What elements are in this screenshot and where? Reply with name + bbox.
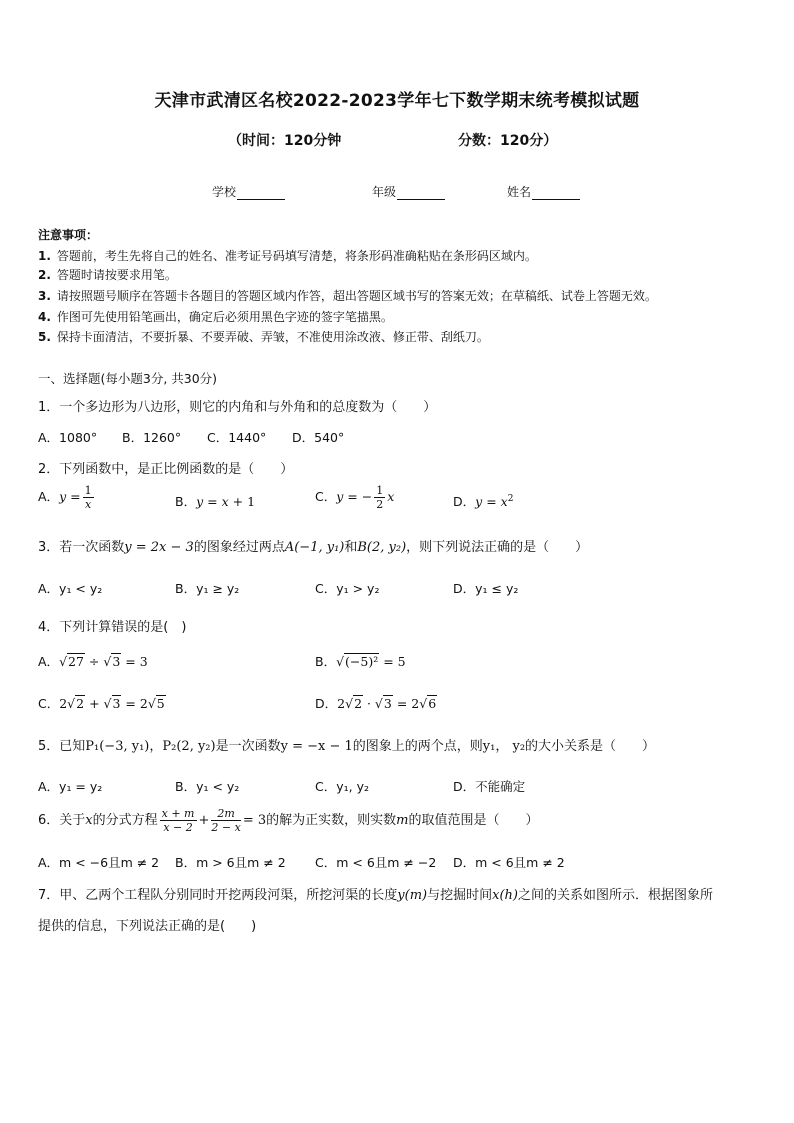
note-number: 2. bbox=[38, 268, 51, 282]
q5-text-mid: 是一次函数 bbox=[215, 739, 281, 754]
school-label: 学校 bbox=[212, 185, 237, 199]
question-6-stem: 6．关于x的分式方程 $\frac{x + m}{x - 2}$ + $\frac{2m}{2 - x}$ = 3的解为正实数，则实数m的取值范围是（ ） bbox=[38, 807, 539, 834]
q4-option-a-label: A． bbox=[38, 654, 60, 669]
q2-option-a-label: A． bbox=[38, 489, 60, 504]
q5-option-d: D．不能确定 bbox=[453, 779, 526, 794]
note-text: 作图可先使用铅笔画出，确定后必须用黑色字迹的签字笔描黑。 bbox=[56, 310, 393, 324]
q4-option-d: D．2√2 · √3 = 2√6 bbox=[315, 696, 437, 711]
name-field bbox=[507, 183, 580, 200]
q6-option-d: D．m < 6且m ≠ 2 bbox=[453, 855, 565, 870]
q3-option-a: A．y₁ < y₂ bbox=[38, 581, 103, 596]
question-7-line-1 bbox=[38, 884, 713, 903]
q7-text-mid: 与挖掘时间 bbox=[427, 888, 493, 903]
q2-option-c: C．y = − $\frac{1}{2}$ x bbox=[315, 484, 395, 511]
q6-variable-m: m bbox=[396, 813, 409, 828]
grade-blank bbox=[397, 187, 445, 200]
q5-text-post: 的大小关系是（ ） bbox=[525, 739, 656, 754]
q5-option-c: C．y₁, y₂ bbox=[315, 779, 369, 794]
exam-score: 分数：120分） bbox=[458, 133, 558, 149]
q7-text-pre: 7．甲、乙两个工程队分别同时开挖两段河渠，所挖河渠的长度 bbox=[38, 888, 398, 903]
q3-option-b: B．y₁ ≥ y₂ bbox=[175, 581, 240, 596]
grade-label: 年级 bbox=[372, 185, 397, 199]
q5-option-a: A．y₁ = y₂ bbox=[38, 779, 103, 794]
section-heading: 一、选择题(每小题3分, 共30分) bbox=[38, 371, 218, 386]
q6-text-mid: 的分式方程 bbox=[92, 813, 158, 828]
question-2-stem: 2．下列函数中，是正比例函数的是（ ） bbox=[38, 462, 294, 477]
q5-text-mid2: 的图象上的两个点，则 bbox=[352, 739, 483, 754]
school-blank bbox=[237, 187, 285, 200]
q3-option-d: D．y₁ ≤ y₂ bbox=[453, 581, 519, 596]
q5-point-1: P₁(−3, y₁) bbox=[85, 739, 150, 754]
note-item bbox=[38, 287, 657, 304]
q7-text-post: 之间的关系如图所示．根据图象所 bbox=[517, 888, 713, 903]
q2-option-b: B．y = x + 1 bbox=[175, 494, 256, 509]
note-text: 保持卡面清洁，不要折暴、不要弄破、弄皱，不准使用涂改液、修正带、刮纸刀。 bbox=[56, 330, 489, 344]
q4-option-a: A．√27 ÷ √3 = 3 bbox=[38, 654, 148, 669]
q6-option-c: C．m < 6且m ≠ −2 bbox=[315, 855, 437, 870]
q6-option-b: B．m > 6且m ≠ 2 bbox=[175, 855, 286, 870]
q3-text-and: 和 bbox=[344, 540, 358, 555]
school-field bbox=[212, 183, 285, 200]
q6-fraction-2: $\frac{2m}{2 - x}$ bbox=[211, 807, 241, 834]
question-5-stem bbox=[38, 735, 655, 754]
note-number: 5. bbox=[38, 330, 51, 344]
question-1-stem: 1．一个多边形为八边形，则它的内角和与外角和的总度数为（ ） bbox=[38, 400, 437, 415]
q1-option-c: C．1440° bbox=[207, 430, 267, 445]
exam-title: 天津市武清区名校2022-2023学年七下数学期末统考模拟试题 bbox=[154, 91, 640, 111]
q1-option-d: D．540° bbox=[292, 430, 345, 445]
q7-y-unit: y(m) bbox=[397, 888, 428, 903]
q2-option-c-label: C． bbox=[315, 489, 337, 504]
note-item bbox=[38, 247, 537, 264]
exam-time: （时间：120分钟 bbox=[228, 133, 342, 149]
name-blank bbox=[532, 187, 580, 200]
q5-point-2: P₂(2, y₂) bbox=[162, 739, 216, 754]
note-number: 4. bbox=[38, 310, 51, 324]
q5-function: y = −x − 1 bbox=[280, 739, 353, 754]
q4-option-c: C．2√2 + √3 = 2√5 bbox=[38, 696, 165, 711]
q3-text-pre: 3．若一次函数 bbox=[38, 540, 125, 555]
q3-function: y = 2x − 3 bbox=[124, 540, 194, 555]
q5-text-comma: ， bbox=[149, 739, 163, 754]
question-7-line-2: 提供的信息，下列说法正确的是( ) bbox=[38, 919, 257, 934]
q2-option-b-label: B． bbox=[175, 494, 197, 509]
q6-variable-x: x bbox=[85, 813, 93, 828]
note-text: 答题前，考生先将自己的姓名、准考证号码填写清楚，将条形码准确粘贴在条形码区域内。 bbox=[56, 249, 537, 263]
q4-option-d-label: D． bbox=[315, 696, 338, 711]
name-label: 姓名 bbox=[507, 185, 532, 199]
q4-option-b-label: B． bbox=[315, 654, 337, 669]
q1-option-a: A．1080° bbox=[38, 430, 98, 445]
question-4-stem: 4．下列计算错误的是( ) bbox=[38, 620, 187, 635]
q3-point-a: A(−1, y₁) bbox=[284, 540, 345, 555]
q2-option-d-label: D． bbox=[453, 494, 476, 509]
q6-fraction-1: $\frac{x + m}{x - 2}$ bbox=[161, 807, 195, 834]
q3-point-b: B(2, y₂) bbox=[357, 540, 407, 555]
q6-text-post2: 的取值范围是（ ） bbox=[408, 813, 539, 828]
q4-option-c-label: C． bbox=[38, 696, 60, 711]
note-item bbox=[38, 266, 177, 283]
note-number: 3. bbox=[38, 289, 51, 303]
q7-x-unit: x(h) bbox=[492, 888, 518, 903]
q2-option-a: A．y = $\frac{1}{x}$ bbox=[38, 484, 92, 511]
q6-text-pre: 6．关于 bbox=[38, 813, 86, 828]
note-text: 答题时请按要求用笔。 bbox=[56, 268, 177, 282]
q4-option-b: B．√(−5)² = 5 bbox=[315, 654, 406, 669]
question-3-stem bbox=[38, 536, 588, 555]
q3-option-c: C．y₁ > y₂ bbox=[315, 581, 380, 596]
q1-option-b: B．1260° bbox=[122, 430, 182, 445]
q5-option-b: B．y₁ < y₂ bbox=[175, 779, 240, 794]
q5-text-pre: 5．已知 bbox=[38, 739, 86, 754]
note-item bbox=[38, 308, 393, 325]
q2-option-d: D．$y = x^2$ bbox=[453, 493, 514, 509]
q3-text-mid: 的图象经过两点 bbox=[193, 540, 285, 555]
grade-field bbox=[372, 183, 445, 200]
q6-option-a: A．m < −6且m ≠ 2 bbox=[38, 855, 160, 870]
note-text: 请按照题号顺序在答题卡各题目的答题区域内作答，超出答题区域书写的答案无效；在草稿纸、试卷上答题无效。 bbox=[56, 289, 657, 303]
q6-text-post: 的解为正实数，则实数 bbox=[266, 813, 397, 828]
q3-text-post: ，则下列说法正确的是（ ） bbox=[406, 540, 589, 555]
note-item bbox=[38, 328, 489, 345]
q5-variables: y₁， y₂ bbox=[482, 739, 526, 754]
notes-heading: 注意事项： bbox=[38, 228, 99, 242]
note-number: 1. bbox=[38, 249, 51, 263]
